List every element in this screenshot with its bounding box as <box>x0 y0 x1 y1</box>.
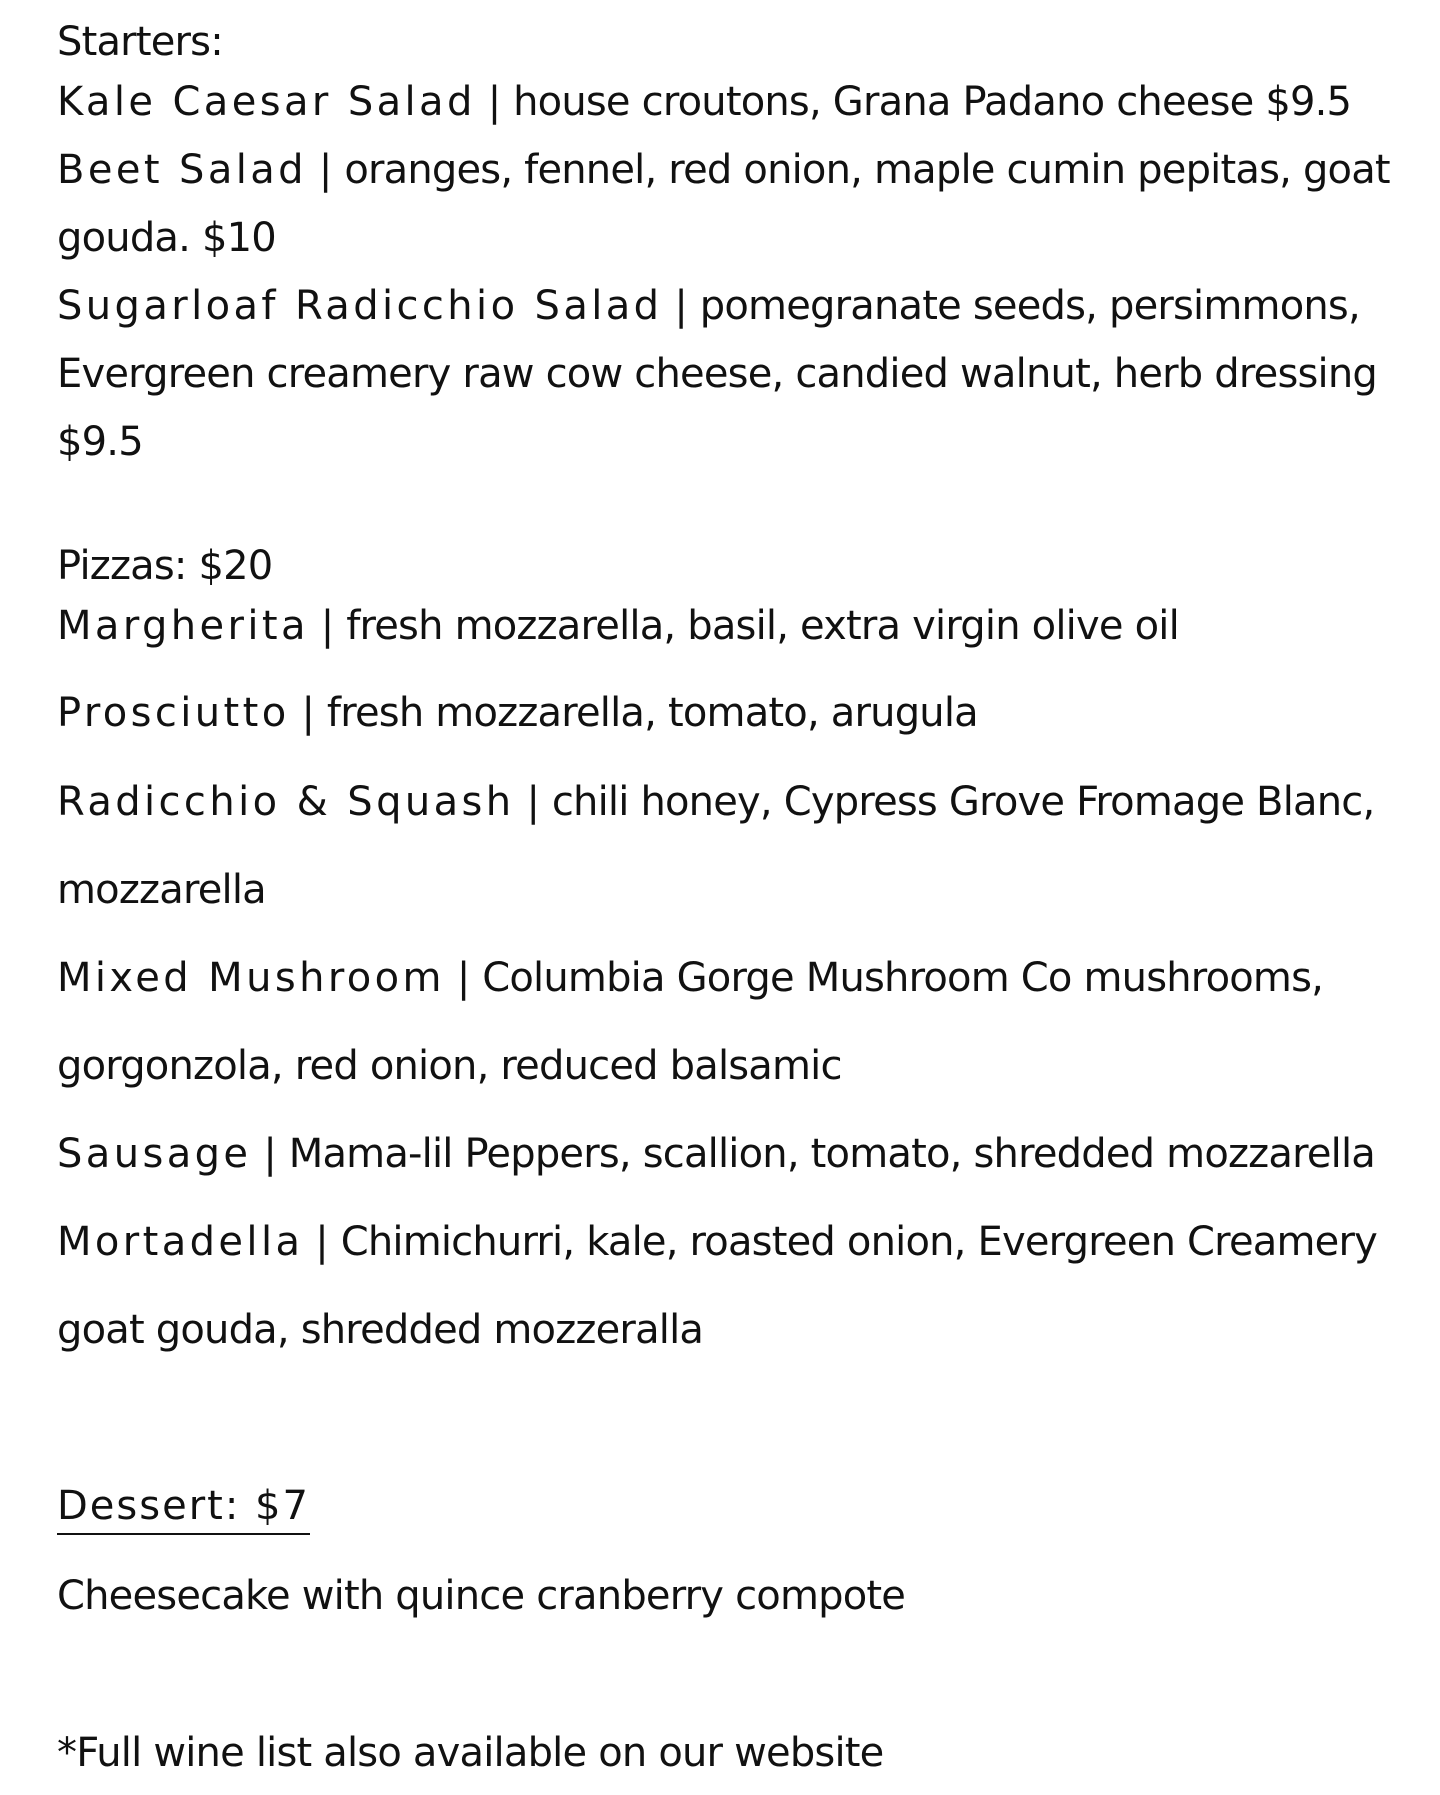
item-description: Chimichurri, kale, roasted onion, Evergreen Creamery <box>340 1219 1377 1265</box>
item-description-continued: gouda. $10 <box>57 215 276 261</box>
dessert-item: Cheesecake with quince cranberry compote <box>57 1573 906 1619</box>
menu-item-sugarloaf-radicchio-salad <box>57 283 1360 329</box>
item-name: Margherita <box>57 603 309 649</box>
item-description: fresh mozzarella, basil, extra virgin olive oil <box>346 603 1179 649</box>
separator: | <box>320 603 335 649</box>
item-name: Prosciutto <box>57 690 290 736</box>
separator: | <box>456 955 471 1001</box>
item-description: Columbia Gorge Mushroom Co mushrooms, <box>482 955 1324 1001</box>
item-name: Sausage <box>57 1131 252 1177</box>
item-description: fresh mozzarella, tomato, arugula <box>326 690 978 736</box>
item-name: Sugarloaf Radicchio Salad <box>57 283 663 329</box>
menu-document <box>57 0 1397 1795</box>
pizzas-heading: Pizzas: $20 <box>57 543 273 589</box>
item-description: house croutons, Grana Padano cheese $9.5 <box>513 79 1352 125</box>
item-name: Mortadella <box>57 1219 304 1265</box>
separator: | <box>526 779 540 825</box>
separator: | <box>318 147 333 193</box>
menu-item-mixed-mushroom <box>57 955 1324 1001</box>
item-description: chili honey, Cypress Grove Fromage Blanc, <box>551 779 1375 825</box>
item-description-continued: mozzarella <box>57 867 266 913</box>
item-description-continued: Evergreen creamery raw cow cheese, candied walnut, herb dressing <box>57 351 1377 397</box>
starters-heading: Starters: <box>57 19 223 65</box>
item-description: Mama-lil Peppers, scallion, tomato, shredded mozzarella <box>288 1131 1376 1177</box>
item-description-continued: goat gouda, shredded mozzeralla <box>57 1307 704 1353</box>
menu-item-margherita <box>57 603 1179 649</box>
separator: | <box>315 1219 329 1265</box>
separator: | <box>263 1131 277 1177</box>
menu-item-beet-salad <box>57 147 1390 193</box>
menu-item-sausage <box>57 1131 1376 1177</box>
footnote: *Full wine list also available on our website <box>57 1730 884 1776</box>
menu-item-mortadella <box>57 1219 1377 1265</box>
separator: | <box>301 690 315 736</box>
item-description: oranges, fennel, red onion, maple cumin pepitas, goat <box>344 147 1390 193</box>
item-name: Mixed Mushroom <box>57 955 445 1001</box>
separator: | <box>674 283 688 329</box>
menu-item-kale-caesar-salad <box>57 79 1352 125</box>
item-description-continued: gorgonzola, red onion, reduced balsamic <box>57 1043 842 1089</box>
item-price: $9.5 <box>57 419 143 465</box>
dessert-heading <box>57 1483 310 1529</box>
item-name: Beet Salad <box>57 147 307 193</box>
menu-item-radicchio-squash <box>57 779 1375 825</box>
item-name: Kale Caesar Salad <box>57 79 476 125</box>
separator: | <box>487 79 502 125</box>
dessert-heading-text: Dessert: $7 <box>57 1483 310 1535</box>
menu-item-prosciutto <box>57 690 978 736</box>
item-name: Radicchio & Squash <box>57 779 515 825</box>
item-description: pomegranate seeds, persimmons, <box>699 283 1360 329</box>
